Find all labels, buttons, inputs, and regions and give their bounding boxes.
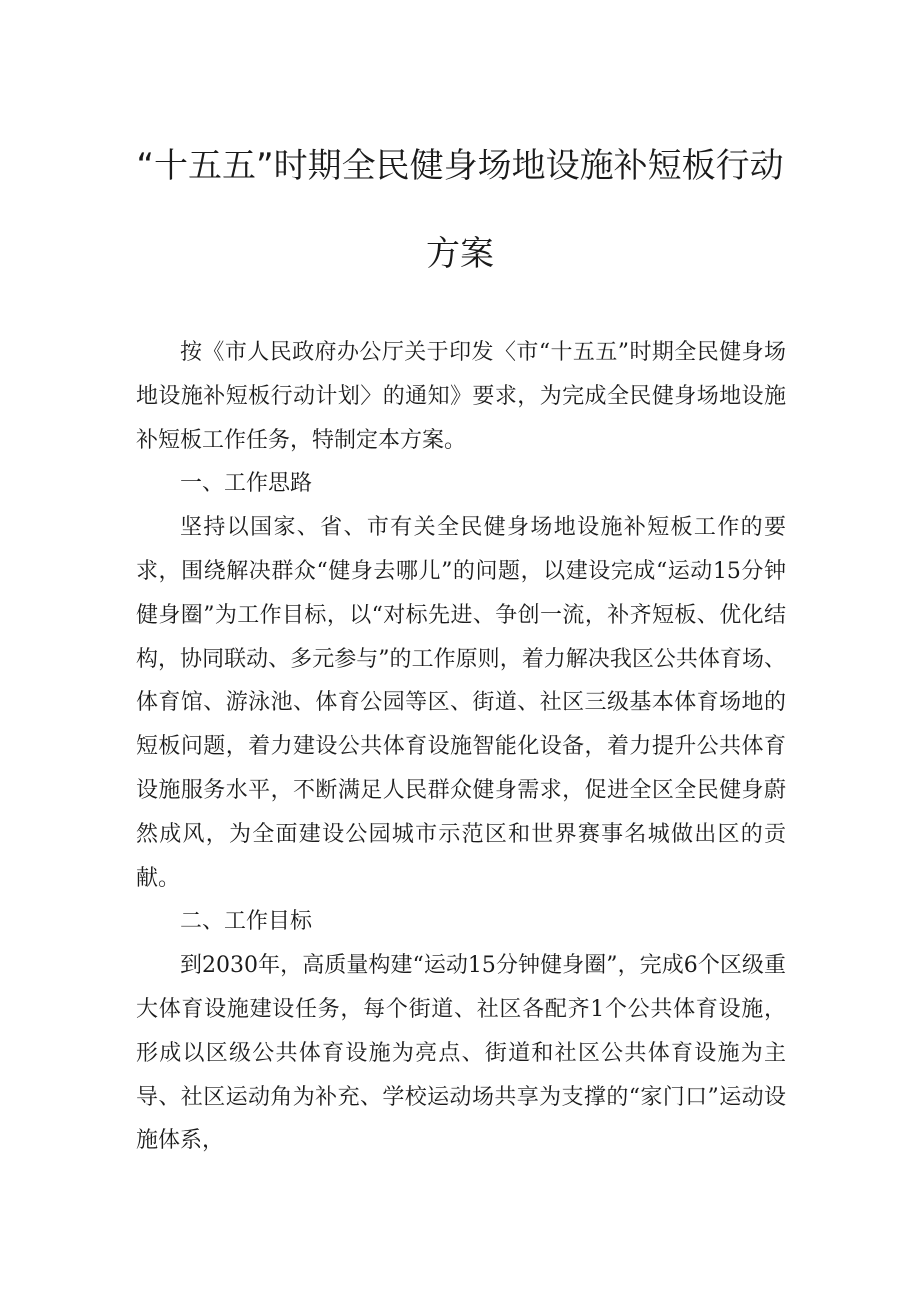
document-title-line2: 方案 — [426, 234, 494, 274]
intro-paragraph: 按《市人民政府办公厅关于印发〈市“十五五”时期全民健身场地设施补短板行动计划〉的通知》要求，为完成全民健身场地设施补短板工作任务，特制定本方案。 — [136, 340, 786, 453]
section1-paragraph: 坚持以国家、省、市有关全民健身场地设施补短板工作的要求，围绕解决群众“健身去哪儿”的问题，以建设完成“运动15分钟健身圈”为工作目标，以“对标先进、争创一流，补齐短板、优化结构，协同联动、多元参与”的工作原则，着力解决我区公共体育场、体育馆、游泳池、体育公园等区、街道、社区三级基本体育场地的短板问题，着力建设公共体育设施智能化设备，着力提升公共体育设施服务水平，不断满足人民群众健身需求，促进全区全民健身蔚然成风，为全面建设公园城市示范区和世界赛事名城做出区的贡献。 — [136, 515, 786, 891]
section1-heading: 一、工作思路 — [180, 471, 313, 497]
section2-heading: 二、工作目标 — [180, 909, 313, 935]
section2-paragraph: 到2030年，高质量构建“运动15分钟健身圈”，完成6个区级重大体育设施建设任务，每个街道、社区各配齐1个公共体育设施，形成以区级公共体育设施为亮点、街道和社区公共体育设施为主导、社区运动角为补充、学校运动场共享为支撑的“家门口”运动设施体系， — [136, 953, 786, 1154]
document-body — [136, 331, 786, 1163]
document-title-line1: “十五五”时期全民健身场地设施补短板行动 — [136, 146, 784, 186]
